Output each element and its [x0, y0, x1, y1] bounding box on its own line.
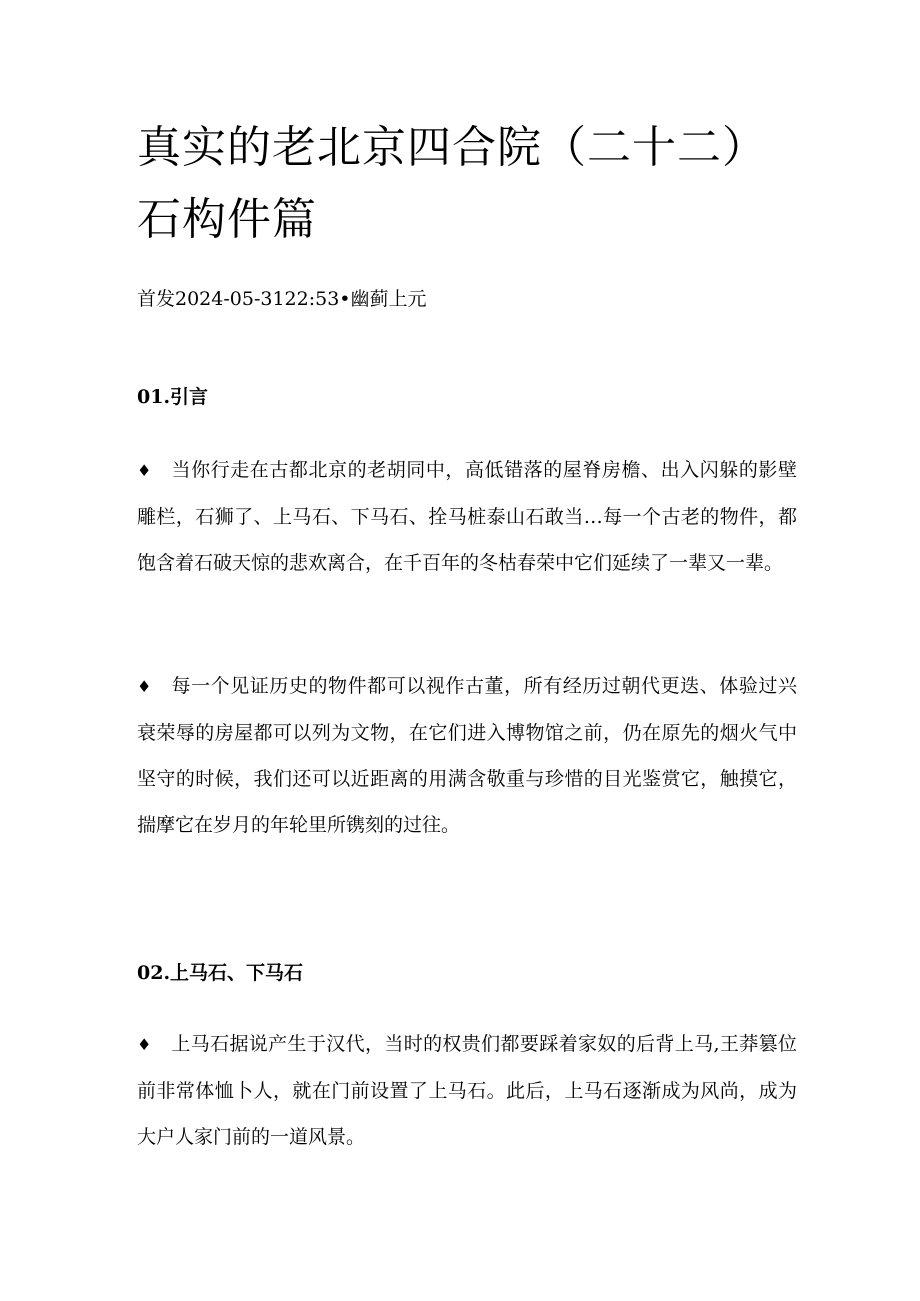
paragraph-text: 当你行走在古都北京的老胡同中，高低错落的屋脊房檐、出入闪躲的影壁雕栏，石狮了、上马石、下马石、拴马桩泰山石敢当…每一个古老的物件，都饱含着石破天惊的悲欢离合，在千百年的冬枯春荣中它们延续了一辈又一辈。	[137, 459, 797, 574]
section-heading-introduction: 01.引言	[137, 386, 209, 408]
article-meta: 首发2024-05-3122:53•幽蓟上元	[137, 288, 427, 310]
article-title: 真实的老北京四合院（二十二）石构件篇	[137, 122, 767, 245]
diamond-bullet-icon: ♦	[137, 1035, 152, 1054]
paragraph-text: 上马石据说产生于汉代，当时的权贵们都要踩着家奴的后背上马,王莽篡位前非常体恤卜人，就在门前设置了上马石。此后，上马石逐渐成为风尚，成为大户人家门前的一道风景。	[137, 1033, 797, 1148]
paragraph-text: 每一个见证历史的物件都可以视作古董，所有经历过朝代更迭、体验过兴衰荣辱的房屋都可以列为文物，在它们进入博物馆之前，仍在原先的烟火气中坚守的时候，我们还可以近距离的用满含敬重与珍惜的目光鉴赏它，触摸它，揣摩它在岁月的年轮里所镌刻的过往。	[137, 675, 797, 836]
paragraph	[137, 663, 797, 848]
paragraph	[137, 447, 797, 586]
diamond-bullet-icon: ♦	[137, 677, 152, 696]
diamond-bullet-icon: ♦	[137, 461, 152, 480]
paragraph	[137, 1021, 797, 1160]
section-heading-mounting-stones: 02.上马石、下马石	[137, 962, 304, 984]
